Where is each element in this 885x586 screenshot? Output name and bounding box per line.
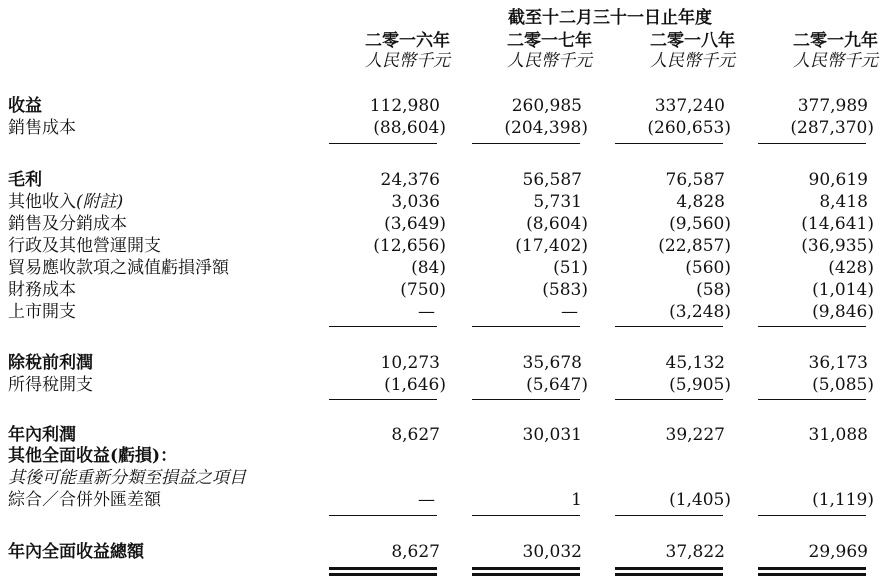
subtotal-rule bbox=[329, 326, 437, 327]
row-label-other-comprehensive-income: 其他全面收益(虧損)： bbox=[8, 446, 178, 466]
cell-value: (5,647) bbox=[526, 375, 588, 395]
total-double-rule bbox=[615, 573, 723, 576]
cell-value: 4,828 bbox=[676, 192, 725, 212]
total-double-rule bbox=[472, 567, 580, 570]
total-double-rule bbox=[329, 567, 437, 570]
subtotal-rule bbox=[758, 515, 866, 516]
row-label-cost-of-sales: 銷售成本 bbox=[8, 118, 76, 138]
cell-value: — bbox=[418, 490, 435, 510]
total-double-rule bbox=[329, 573, 437, 576]
cell-value: (560) bbox=[685, 258, 731, 278]
cell-value: 39,227 bbox=[665, 425, 725, 445]
cell-value: (5,905) bbox=[669, 375, 731, 395]
cell-value: 260,985 bbox=[511, 96, 582, 116]
row-label-listing-expenses: 上市開支 bbox=[8, 302, 76, 322]
cell-value: 1 bbox=[571, 490, 582, 510]
cell-value: (22,857) bbox=[658, 236, 731, 256]
total-double-rule bbox=[472, 573, 580, 576]
cell-value: (14,641) bbox=[801, 214, 874, 234]
cell-value: 31,088 bbox=[808, 425, 868, 445]
subtotal-rule bbox=[758, 399, 866, 400]
period-header: 截至十二月三十一日止年度 bbox=[508, 8, 712, 28]
cell-value: (9,846) bbox=[812, 302, 874, 322]
cell-value: (84) bbox=[411, 258, 446, 278]
total-double-rule bbox=[758, 573, 866, 576]
cell-value: (1,405) bbox=[669, 490, 731, 510]
cell-value: (88,604) bbox=[373, 118, 446, 138]
year-header-2017: 二零一七年 bbox=[507, 31, 592, 51]
cell-value: 37,822 bbox=[665, 542, 725, 562]
cell-value: 45,132 bbox=[665, 353, 725, 373]
row-label-gross-profit: 毛利 bbox=[8, 170, 42, 190]
subtotal-rule bbox=[472, 326, 580, 327]
cell-value: (17,402) bbox=[515, 236, 588, 256]
subtotal-rule bbox=[472, 515, 580, 516]
cell-value: 377,989 bbox=[797, 96, 868, 116]
subtotal-rule bbox=[615, 515, 723, 516]
subtotal-rule bbox=[615, 399, 723, 400]
cell-value: (750) bbox=[400, 280, 446, 300]
subtotal-rule bbox=[329, 515, 437, 516]
cell-value: 90,619 bbox=[808, 170, 868, 190]
cell-value: (3,649) bbox=[384, 214, 446, 234]
year-header-2016: 二零一六年 bbox=[365, 31, 450, 51]
cell-value: 30,032 bbox=[522, 542, 582, 562]
cell-value: 36,173 bbox=[808, 353, 868, 373]
cell-value: 76,587 bbox=[665, 170, 725, 190]
note-reference: (附註) bbox=[76, 192, 124, 212]
row-label-finance-costs: 財務成本 bbox=[8, 280, 76, 300]
total-double-rule bbox=[615, 567, 723, 570]
subtotal-rule bbox=[472, 399, 580, 400]
unit-label-2017: 人民幣千元 bbox=[507, 51, 592, 71]
cell-value: (3,248) bbox=[669, 302, 731, 322]
cell-value: 337,240 bbox=[654, 96, 725, 116]
subtotal-rule bbox=[615, 326, 723, 327]
subtotal-rule bbox=[329, 143, 437, 144]
subtotal-rule bbox=[758, 326, 866, 327]
row-label-total-comprehensive-income: 年內全面收益總額 bbox=[8, 542, 144, 562]
cell-value: (8,604) bbox=[526, 214, 588, 234]
subtotal-rule bbox=[758, 143, 866, 144]
row-label-exchange-differences: 綜合／合併外匯差額 bbox=[8, 490, 161, 510]
subtotal-rule bbox=[329, 399, 437, 400]
cell-value: 8,627 bbox=[391, 542, 440, 562]
cell-value: 8,627 bbox=[391, 425, 440, 445]
cell-value: 5,731 bbox=[533, 192, 582, 212]
cell-value: (583) bbox=[542, 280, 588, 300]
cell-value: 56,587 bbox=[522, 170, 582, 190]
cell-value: (36,935) bbox=[801, 236, 874, 256]
cell-value: 112,980 bbox=[369, 96, 440, 116]
cell-value: 30,031 bbox=[522, 425, 582, 445]
cell-value: (428) bbox=[828, 258, 874, 278]
cell-value: (58) bbox=[696, 280, 731, 300]
cell-value: (1,646) bbox=[384, 375, 446, 395]
year-header-2018: 二零一八年 bbox=[650, 31, 735, 51]
total-double-rule bbox=[758, 567, 866, 570]
row-label-other-income bbox=[8, 192, 123, 212]
unit-label-2018: 人民幣千元 bbox=[650, 51, 735, 71]
cell-value: 24,376 bbox=[380, 170, 440, 190]
cell-value: (9,560) bbox=[669, 214, 731, 234]
cell-value: (287,370) bbox=[790, 118, 874, 138]
year-header-2019: 二零一九年 bbox=[793, 31, 878, 51]
cell-value: (1,014) bbox=[812, 280, 874, 300]
row-label-selling-costs: 銷售及分銷成本 bbox=[8, 214, 127, 234]
cell-value: (1,119) bbox=[812, 490, 874, 510]
row-label-revenue: 收益 bbox=[8, 96, 42, 116]
row-label-income-tax: 所得稅開支 bbox=[8, 375, 93, 395]
cell-value: 3,036 bbox=[391, 192, 440, 212]
cell-value: — bbox=[561, 302, 578, 322]
subtotal-rule bbox=[615, 143, 723, 144]
unit-label-2019: 人民幣千元 bbox=[793, 51, 878, 71]
cell-value: 29,969 bbox=[808, 542, 868, 562]
row-label-profit-before-tax: 除稅前利潤 bbox=[8, 353, 93, 373]
cell-value: (260,653) bbox=[647, 118, 731, 138]
row-label-admin-expenses: 行政及其他營運開支 bbox=[8, 236, 161, 256]
subtotal-rule bbox=[472, 143, 580, 144]
cell-value: (204,398) bbox=[504, 118, 588, 138]
cell-value: (5,085) bbox=[812, 375, 874, 395]
cell-value: (51) bbox=[553, 258, 588, 278]
row-label-reclassifiable-items: 其後可能重新分類至損益之項目 bbox=[8, 468, 246, 488]
cell-value: — bbox=[418, 302, 435, 322]
cell-value: 35,678 bbox=[522, 353, 582, 373]
cell-value: 8,418 bbox=[819, 192, 868, 212]
row-label-profit-for-year: 年內利潤 bbox=[8, 425, 76, 445]
row-label-text: 其他收入 bbox=[8, 192, 76, 212]
row-label-impairment-loss: 貿易應收款項之減值虧損淨額 bbox=[8, 258, 229, 278]
unit-label-2016: 人民幣千元 bbox=[365, 51, 450, 71]
cell-value: (12,656) bbox=[373, 236, 446, 256]
cell-value: 10,273 bbox=[380, 353, 440, 373]
